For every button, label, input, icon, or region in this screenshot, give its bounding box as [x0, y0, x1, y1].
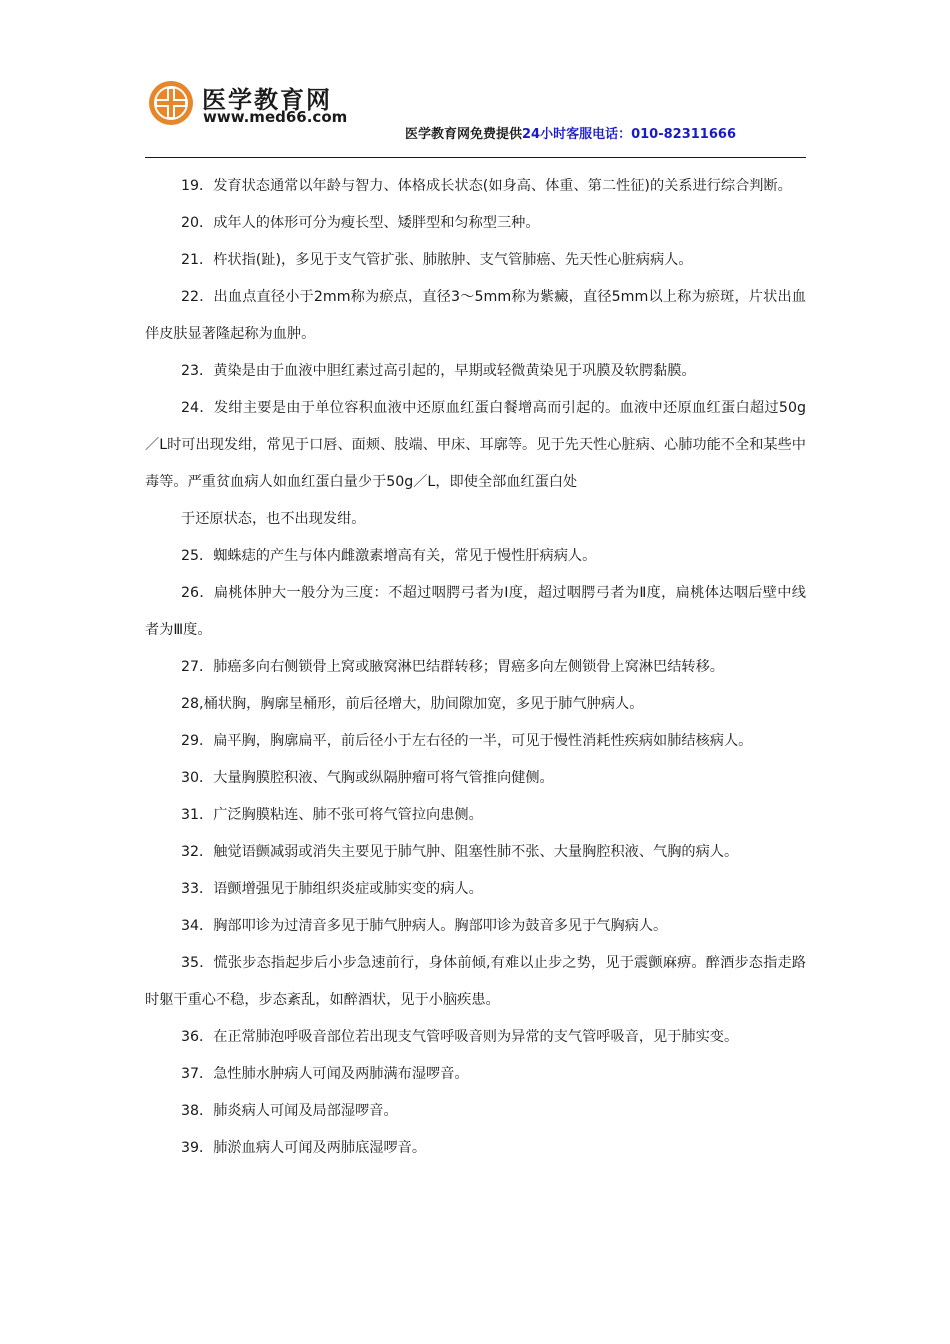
list-item: 21．杵状指(趾)，多见于支气管扩张、肺脓肿、支气管肺癌、先天性心脏病病人。 — [181, 252, 693, 268]
list-item: 32．触觉语颤减弱或消失主要见于肺气肿、阻塞性肺不张、大量胸腔积液、气胸的病人。 — [181, 844, 739, 860]
list-item: 28,桶状胸，胸廓呈桶形，前后径增大，肋间隙加宽，多见于肺气肿病人。 — [181, 696, 644, 712]
list-item: 23．黄染是由于血液中胆红素过高引起的，早期或轻微黄染见于巩膜及软腭黏膜。 — [181, 363, 696, 379]
page-header — [145, 70, 806, 158]
list-item: 27．肺癌多向右侧锁骨上窝或腋窝淋巴结群转移；胃癌多向左侧锁骨上窝淋巴结转移。 — [181, 659, 724, 675]
header-divider — [145, 157, 806, 158]
list-item: 20．成年人的体形可分为瘦长型、矮胖型和匀称型三种。 — [181, 215, 540, 231]
logo-url[interactable]: www.med66.com — [203, 108, 348, 126]
site-logo[interactable] — [145, 78, 365, 138]
list-item: 24．发绀主要是由于单位容积血液中还原血红蛋白餐增高而引起的。血液中还原血红蛋白超过50g／L时可出现发绀，常见于口唇、面颊、肢端、甲床、耳廓等。见于先天性心脏病、心肺功能不全和某些中毒等。严重贫血病人如血红蛋白量少于50g／L，即使全部血红蛋白处 — [145, 400, 806, 490]
list-item: 36．在正常肺泡呼吸音部位若出现支气管呼吸音则为异常的支气管呼吸音，见于肺实变。 — [181, 1029, 739, 1045]
list-item: 19．发育状态通常以年龄与智力、体格成长状态(如身高、体重、第二性征)的关系进行综合判断。 — [181, 178, 792, 194]
list-item-continuation: 于还原状态，也不出现发绀。 — [181, 511, 366, 527]
list-item: 33．语颤增强见于肺组织炎症或肺实变的病人。 — [181, 881, 483, 897]
list-item: 31．广泛胸膜粘连、肺不张可将气管拉向患侧。 — [181, 807, 483, 823]
document-body — [145, 168, 806, 1167]
service-line — [405, 123, 736, 142]
medical-cross-icon — [148, 80, 194, 126]
list-item: 35．慌张步态指起步后小步急速前行，身体前倾,有难以止步之势，见于震颤麻痹。醉酒步态指走路时躯干重心不稳，步态紊乱，如醉酒状，见于小脑疾患。 — [145, 955, 806, 1008]
list-item: 29．扁平胸，胸廓扁平，前后径小于左右径的一半，可见于慢性消耗性疾病如肺结核病人。 — [181, 733, 753, 749]
list-item: 25．蜘蛛痣的产生与体内雌激素增高有关，常见于慢性肝病病人。 — [181, 548, 597, 564]
service-prefix: 医学教育网免费提供 — [404, 127, 522, 142]
list-item: 34．胸部叩诊为过清音多见于肺气肿病人。胸部叩诊为鼓音多见于气胸病人。 — [181, 918, 668, 934]
list-item: 38．肺炎病人可闻及局部湿啰音。 — [181, 1103, 398, 1119]
list-item: 39．肺淤血病人可闻及两肺底湿啰音。 — [181, 1140, 427, 1156]
list-item: 22．出血点直径小于2mm称为瘀点，直径3～5mm称为紫癜，直径5mm以上称为瘀斑，片状出血伴皮肤显著隆起称为血肿。 — [145, 289, 806, 342]
service-phone: 24小时客服电话：010-82311666 — [522, 127, 736, 142]
list-item: 30．大量胸膜腔积液、气胸或纵隔肿瘤可将气管推向健侧。 — [181, 770, 554, 786]
logo-title: 医学教育网 — [202, 86, 332, 114]
list-item: 37．急性肺水肿病人可闻及两肺满布湿啰音。 — [181, 1066, 469, 1082]
list-item: 26．扁桃体肿大一般分为三度：不超过咽腭弓者为Ⅰ度，超过咽腭弓者为Ⅱ度，扁桃体达咽后壁中线者为Ⅲ度。 — [145, 585, 806, 638]
